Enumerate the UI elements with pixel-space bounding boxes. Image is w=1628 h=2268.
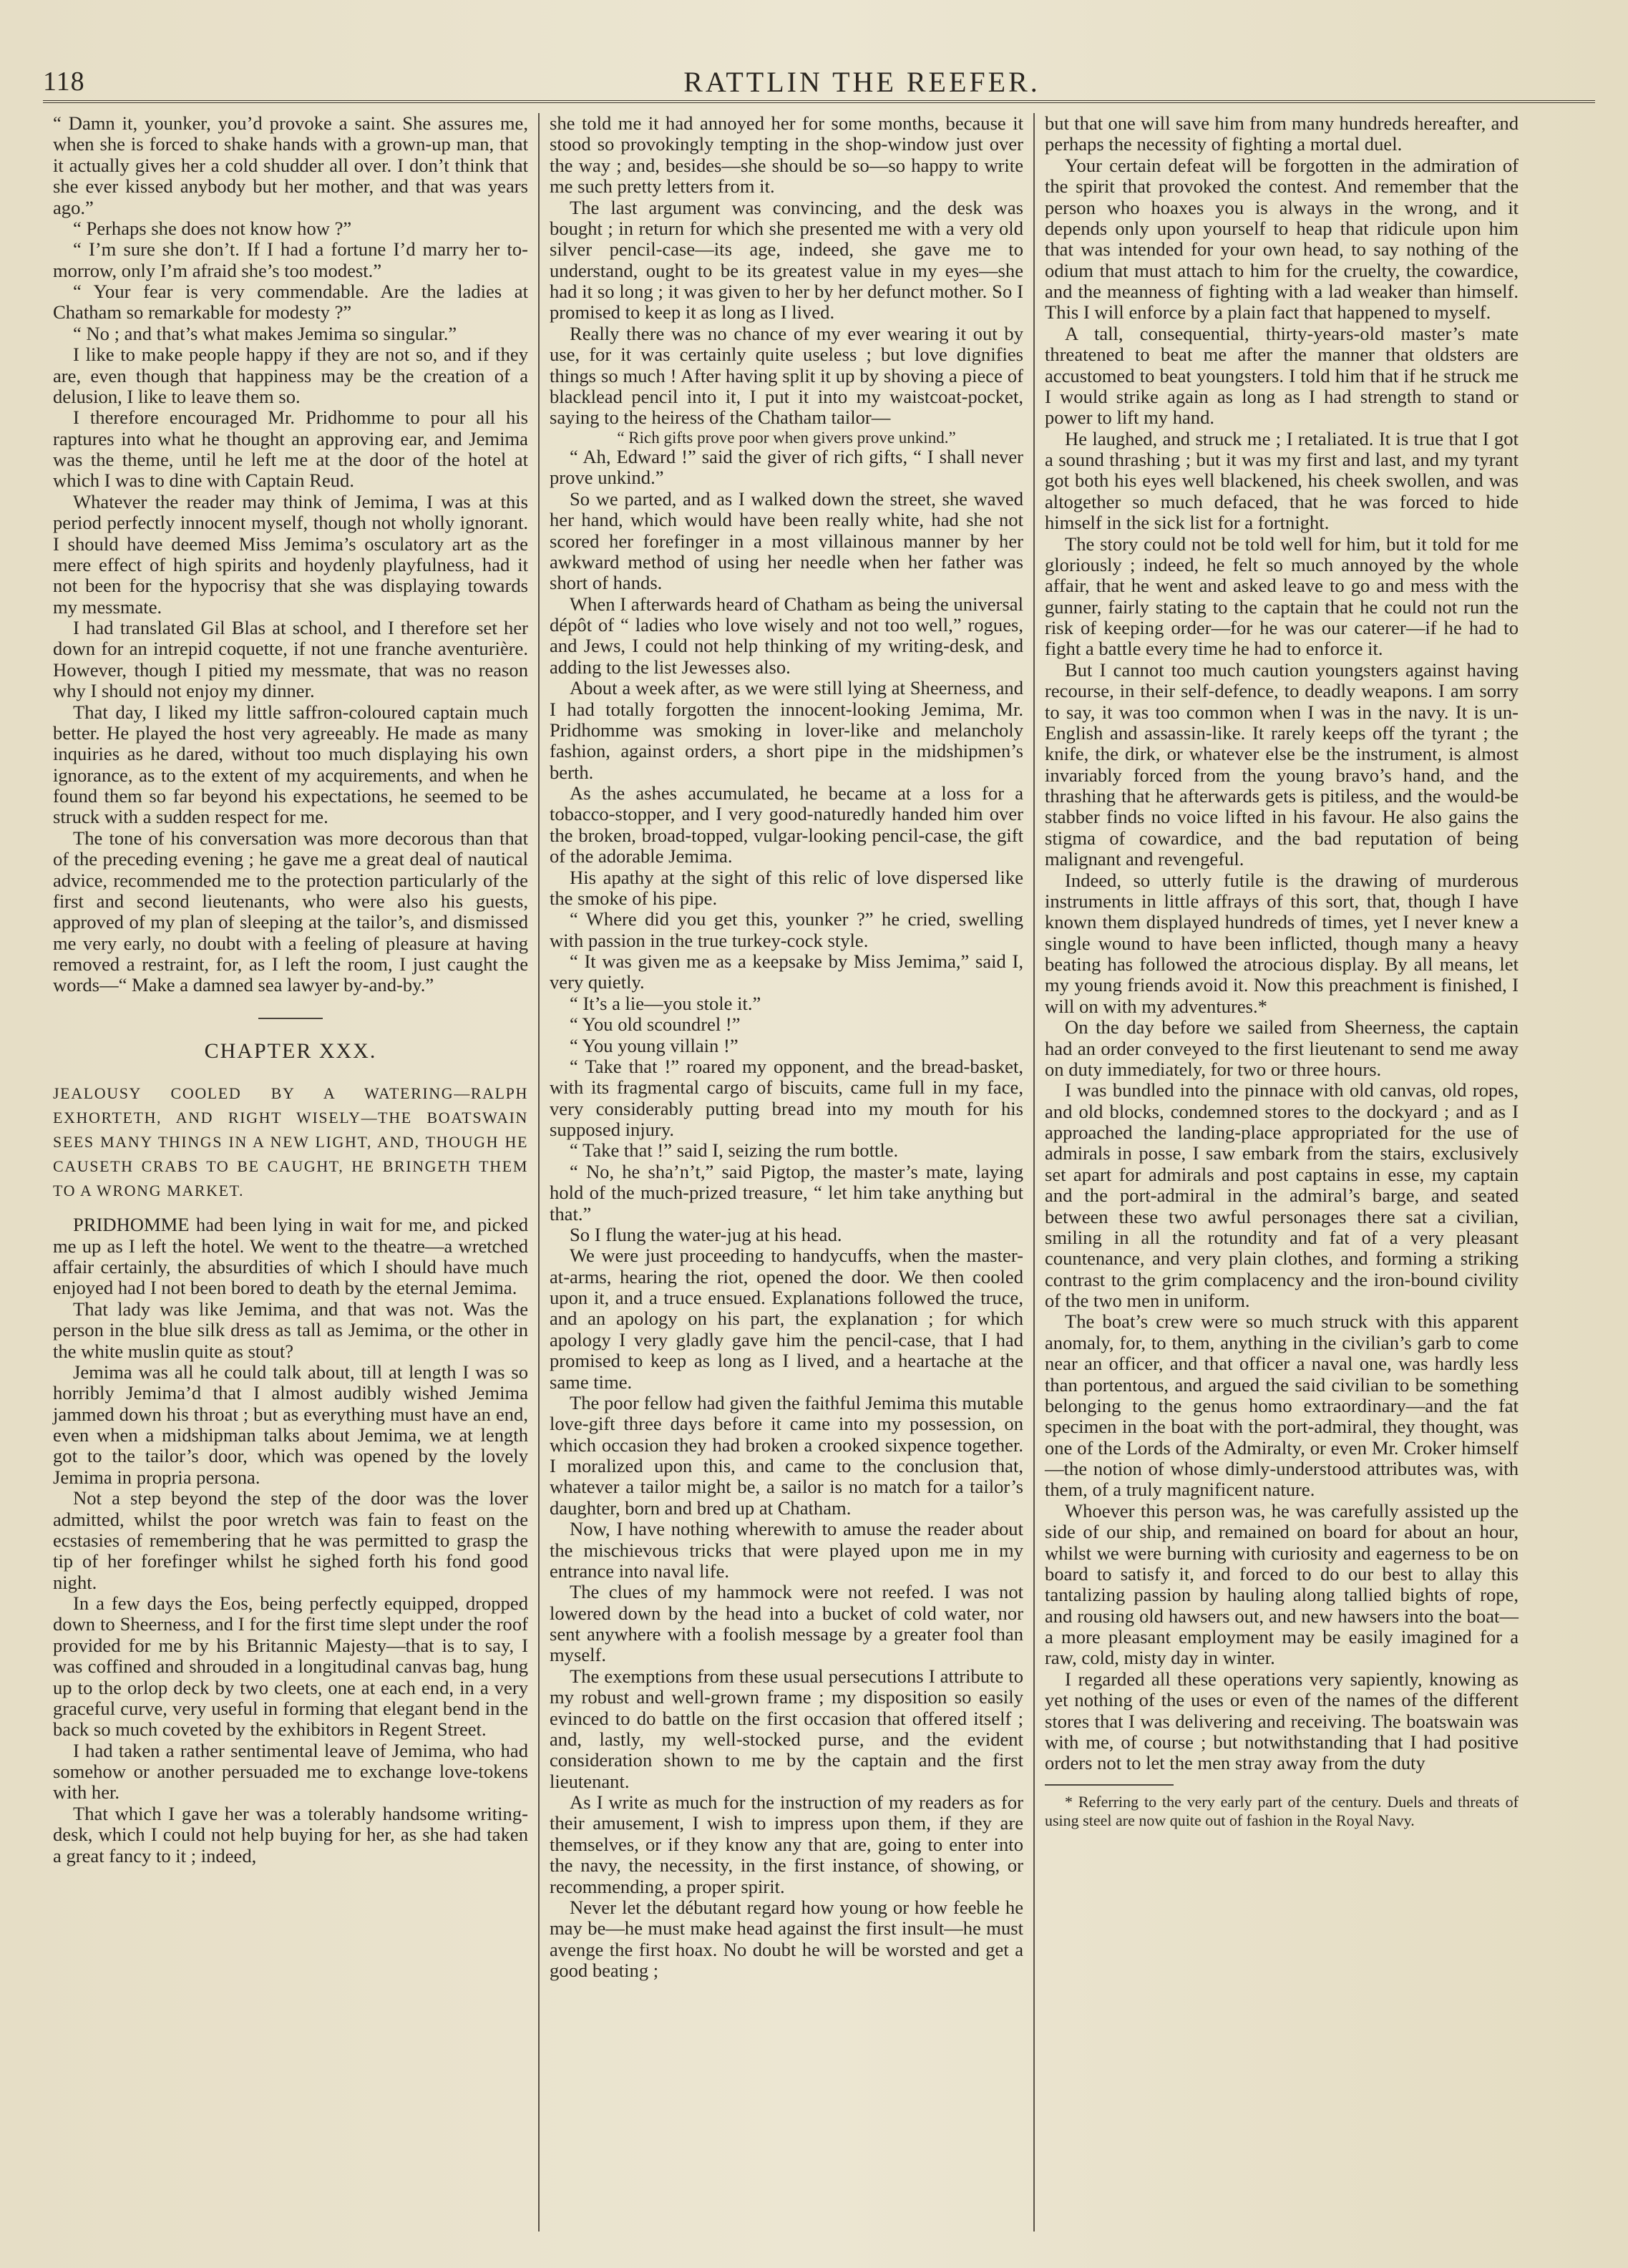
section-divider — [258, 1018, 323, 1019]
paragraph: I had taken a rather sentimental leave of Jemima, who had somehow or another persuaded me to exchange love-tokens with her. — [53, 1739, 528, 1804]
paragraph: “ No ; and that’s what makes Jemima so singular.” — [73, 322, 457, 344]
paragraph: That lady was like Jemima, and that was not. Was the person in the blue silk dress as tall as Jemima, or the other in the white muslin quite as stout? — [53, 1298, 528, 1362]
paragraph: I was bundled into the pinnace with old canvas, old ropes, and old blocks, condemned stores to the dockyard ; and as I approached the landing-place appropriated for the use of admirals in posse, I saw embark from the stairs, exclusively set apart for admirals and post captains in esse, my captain and the port-admiral in the admiral’s barge, and seated between these two awful personages there sat a civilian, smiling in all the rotundity and fat of a very pleasant countenance, and very plain clothes, and forming a striking contrast to the grim complacency and the iron-bound civility of the two men in uniform. — [1045, 1079, 1519, 1311]
paragraph: I like to make people happy if they are not so, and if they are, even though that happiness may be the creation of a delusion, I like to leave them so. — [53, 344, 528, 407]
paragraph: Your certain defeat will be forgotten in the admiration of the spirit that provoked the contest. And remember that the person who hoaxes you is always in the wrong, and it depends only upon yourself to heap that ridicule upon him that was intended for your own head, to say nothing of the odium that must attach to him for the cruelty, the cowardice, and the meanness of fighting with a lad weaker than himself. This I will enforce by a plain fact that happened to myself. — [1045, 154, 1519, 323]
paragraph: “ Perhaps she does not know how ?” — [73, 217, 352, 239]
paragraph: On the day before we sailed from Sheerness, the captain had an order conveyed to the first lieutenant to send me away on duty immediately, for two or three hours. — [1045, 1016, 1519, 1080]
paragraph: PRIDHOMME had been lying in wait for me, and picked me up as I left the hotel. We went to the theatre—a wretched affair certainly, the absurdities of which I should have much enjoyed had I not been bored to death by the eternal Jemima. — [53, 1214, 528, 1299]
text-columns — [43, 113, 1595, 2232]
paragraph: “ It was given me as a keepsake by Miss Jemima,” said I, very quietly. — [550, 950, 1023, 993]
quotation: “ Rich gifts prove poor when givers prove unkind.” — [617, 428, 956, 447]
paragraph: “ Ah, Edward !” said the giver of rich gifts, “ I shall never prove unkind.” — [550, 446, 1023, 489]
paragraph: Never let the débutant regard how young or how feeble he may be—he must make head against the first insult—he must avenge the first hoax. No doubt he will be worsted and get a good beating ; — [550, 1896, 1023, 1982]
paragraph: I had translated Gil Blas at school, and I therefore set her down for an intrepid coquette, if not une franche aventurière. However, though I pitied my messmate, that was no reason why I should not enjoy my dinner. — [53, 617, 528, 702]
paragraph: “ Take that !” roared my opponent, and the bread-basket, with its fragmental cargo of biscuits, came full in my face, very considerably putting bread into my mouth for his supposed injury. — [550, 1055, 1023, 1141]
column-1 — [43, 113, 538, 2232]
paragraph: The last argument was convincing, and the desk was bought ; in return for which she presented me with a very old silver pencil-case—its age, indeed, she gave me to understand, ought to be its greatest value in my eyes—she had it so long ; it was given to her by her defunct mother. So I promised to keep it as long as I lived. — [550, 196, 1023, 323]
chapter-title: CHAPTER XXX. — [204, 1038, 377, 1063]
paragraph: Indeed, so utterly futile is the drawing of murderous instruments in little affrays of this sort, that, though I have known them displayed hundreds of times, yet I never knew a single wound to have been inflicted, though many a heavy beating has followed the atrocious display. By all means, let my young friends avoid it. Now this preachment is finished, I will on with my adventures.* — [1045, 869, 1519, 1017]
paragraph: “ It’s a lie—you stole it.” — [570, 992, 761, 1014]
paragraph: The clues of my hammock were not reefed. I was not lowered down by the head into a bucket of cold water, nor sent anywhere with a foolish message by a greater fool than myself. — [550, 1581, 1023, 1666]
paragraph: In a few days the Eos, being perfectly equipped, dropped down to Sheerness, and I for the first time slept under the roof provided for me by his Britannic Majesty—that is to say, I was coffined and shrouded in a longitudinal canvas bag, hung up to the orlop deck by two cleets, one at each end, in a very graceful curve, very useful in forming that elegant bend in the back so much coveted by the exhibitors in Regent Street. — [53, 1592, 528, 1741]
paragraph: “ You young villain !” — [570, 1034, 739, 1056]
paragraph: A tall, consequential, thirty-years-old master’s mate threatened to beat me after the manner that oldsters are accustomed to beat youngsters. I told him that if he struck me I would strike again as long as I had strength to stand or power to lift my hand. — [1045, 322, 1519, 429]
paragraph: I regarded all these operations very sapiently, knowing as yet nothing of the uses or even of the names of the different stores that I was delivering and receiving. The boatswain was with me, of course ; but notwithstanding that I had positive orders not to let the men stray away from the duty — [1045, 1668, 1519, 1774]
paragraph: Whatever the reader may think of Jemima, I was at this period perfectly innocent myself, though not wholly ignorant. I should have deemed Miss Jemima’s osculatory art as the mere effect of high spirits and hoydenly playfulness, had it not been for the hypocrisy that she was displaying towards my messmate. — [53, 490, 528, 618]
paragraph: The tone of his conversation was more decorous than that of the preceding evening ; he gave me a great deal of nautical advice, recommended me to the protection particularly of the first and second lieutenants, who were also his guests, approved of my plan of sleeping at the tailor’s, and dismissed me very early, no doubt with a feeling of pleasure at having removed a restraint, for, as I left the room, I just caught the words—“ Make a damned sea lawyer by-and-by.” — [53, 827, 528, 996]
paragraph: “ Where did you get this, younker ?” he cried, swelling with passion in the true turkey-cock style. — [550, 908, 1023, 951]
paragraph: So we parted, and as I walked down the street, she waved her hand, which would have been really white, had she not scored her forefinger in a most villainous manner by her awkward method of using her needle when her father was short of hands. — [550, 487, 1023, 594]
paragraph: As the ashes accumulated, he became at a loss for a tobacco-stopper, and I very good-naturedly handed him over the broken, broad-topped, vulgar-looking pencil-case, the gift of the adorable Jemima. — [550, 782, 1023, 867]
paragraph: But I cannot too much caution youngsters against having recourse, in their self-defence, to deadly weapons. I am sorry to say, it was too common when I was in the navy. It is un-English and assassin-like. It rarely keeps off the tyrant ; the knife, the dirk, or whatever else be the instrument, is almost invariably forced from the young bravo’s hand, and the thrashing that he afterwards gets is pitiless, and the would-be stabber finds no voice lifted in his favour. He also gains the stigma of cowardice, and the bad reputation of being malignant and revengeful. — [1045, 658, 1519, 870]
paragraph: Really there was no chance of my ever wearing it out by use, for it was certainly quite useless ; but love dignifies things so much ! After having split it up by shoving a piece of blacklead pencil into it, I put it into my waistcoat-pocket, saying to the heiress of the Chatham tailor— — [550, 322, 1023, 429]
chapter-summary: JEALOUSY COOLED BY A WATERING—RALPH EXHORTETH, AND RIGHT WISELY—THE BOATSWAIN SEES MANY THINGS IN A NEW LIGHT, AND, THOUGH HE CAUSETH CRABS TO BE CAUGHT, HE BRINGETH THEM TO A WRONG MARKET. — [53, 1084, 528, 1200]
paragraph: Whoever this person was, he was carefully assisted up the side of our ship, and remained on board for about an hour, whilst we were burning with curiosity and eagerness to be on board to satisfy it, and forced to do our best to allay this tantalizing passion by hauling along tallied bights of rope, and rousing old hawsers out, and new hawsers into the boat—a more pleasant employment may be easily imagined for a raw, cold, misty day in winter. — [1045, 1499, 1519, 1669]
paragraph: “ You old scoundrel !” — [570, 1013, 741, 1036]
paragraph: Not a step beyond the step of the door was the lover admitted, whilst the poor wretch was fain to feast on the ecstasies of remembering that he was permitted to grasp the tip of her forefinger whilst he sighed forth his fond good night. — [53, 1487, 528, 1593]
paragraph: The boat’s crew were so much struck with this apparent anomaly, for, to them, anything in the civilian’s garb to come near an officer, and that officer a naval one, was hardly less than portentous, and argued the said civilian to be something belonging to the genus homo extraordinary—and the fat specimen in the boat with the port-admiral, they thought, was one of the Lords of the Admiralty, or even Mr. Croker himself—the notion of whose dimly-understood attributes was, with them, of a truly magnificent nature. — [1045, 1310, 1519, 1501]
paragraph: So I flung the water-jug at his head. — [570, 1223, 842, 1245]
footnote-divider — [1045, 1784, 1174, 1786]
paragraph: “ Take that !” said I, seizing the rum bottle. — [570, 1139, 899, 1162]
page-number: 118 — [43, 67, 85, 97]
paragraph: The story could not be told well for him, but it told for me gloriously ; indeed, he felt so much annoyed by the whole affair, that he went and asked leave to go and mess with the gunner, fairly stating to the captain that he could not run the risk of keeping order—for he was our caterer—if he had to fight a battle every time he had to enforce it. — [1045, 532, 1519, 660]
paragraph: I therefore encouraged Mr. Pridhomme to pour all his raptures into what he thought an approving ear, and Jemima was the theme, until he left me at the door of the hotel at which I was to dine with Captain Reud. — [53, 407, 528, 492]
paragraph: About a week after, as we were still lying at Sheerness, and I had totally forgotten the innocent-looking Jemima, Mr. Pridhomme was smoking in lover-like and melancholy fashion, against orders, a short pipe in the midshipmen’s berth. — [550, 677, 1023, 783]
paragraph: “ I’m sure she don’t. If I had a fortune I’d marry her to-morrow, only I’m afraid she’s too modest.” — [53, 238, 528, 281]
paragraph: That day, I liked my little saffron-coloured captain much better. He played the host very agreeably. He made as many inquiries as he dared, without too much displaying his own ignorance, as to the extent of my acquirements, and when he found them so far beyond his expectations, he seemed to be struck with a sudden respect for me. — [53, 701, 528, 828]
paragraph: That which I gave her was a tolerably handsome writing-desk, which I could not help buying for her, as she had taken a great fancy to it ; indeed, — [53, 1802, 528, 1867]
paragraph: Jemima was all he could talk about, till at length I was so horribly Jemima’d that I almost audibly wished Jemima jammed down his throat ; but as everything must have an end, even when a midshipman talks about Jemima, we at length got to the tailor’s door, which was opened by the lovely Jemima in propria persona. — [53, 1361, 528, 1488]
paragraph: “ Damn it, younker, you’d provoke a saint. She assures me, when she is forced to shake hands with a grown-up man, that it actually gives her a cold shudder all over. I don’t think that she ever kissed anybody but her mother, and that was years ago.” — [53, 113, 528, 218]
paragraph: The exemptions from these usual persecutions I attribute to my robust and well-grown frame ; my disposition so easily evinced to do battle on the first occasion that offered itself ; and, lastly, my well-stocked purse, and the evident consideration shown to me by the captain and the first lieutenant. — [550, 1665, 1023, 1792]
page-header — [43, 66, 1595, 103]
paragraph: “ No, he sha’n’t,” said Pigtop, the master’s mate, laying hold of the much-prized treasure, “ let him take anything but that.” — [550, 1160, 1023, 1225]
paragraph: As I write as much for the instruction of my readers as for their amusement, I wish to impress upon them, if they are themselves, or if they know any that are, going to enter into the navy, the necessity, in the first instance, of showing, or recommending, a proper spirit. — [550, 1791, 1023, 1897]
paragraph: but that one will save him from many hundreds hereafter, and perhaps the necessity of fighting a mortal duel. — [1045, 113, 1519, 155]
paragraph: “ Your fear is very commendable. Are the ladies at Chatham so remarkable for modesty ?” — [53, 281, 528, 323]
paragraph: Now, I have nothing wherewith to amuse the reader about the mischievous tricks that were played upon me in my entrance into naval life. — [550, 1518, 1023, 1582]
column-2 — [538, 113, 1033, 2232]
paragraph: she told me it had annoyed her for some months, because it stood so provokingly tempting in the shop-window just over the way ; and, besides—she should be so—so happy to write me such pretty letters from it. — [550, 113, 1023, 198]
column-3 — [1033, 113, 1529, 2232]
paragraph: His apathy at the sight of this relic of love dispersed like the smoke of his pipe. — [550, 866, 1023, 909]
paragraph: He laughed, and struck me ; I retaliated. It is true that I got a sound thrashing ; but it was my first and last, and my tyrant got both his eyes well blackened, his cheek swollen, and was altogether so much defaced, that he was forced to hide himself in the sick list for a fortnight. — [1045, 427, 1519, 534]
paragraph: We were just proceeding to handycuffs, when the master-at-arms, hearing the riot, opened the door. We then cooled upon it, and a truce ensued. Explanations followed the truce, and an apology on his part, the explanation ; for which apology I very gladly gave him the pencil-case, that I had promised to keep as long as I lived, and a heartache at the same time. — [550, 1245, 1023, 1393]
footnote: * Referring to the very early part of the century. Duels and threats of using steel are now quite out of fashion in the Royal Navy. — [1045, 1792, 1519, 1830]
paragraph: When I afterwards heard of Chatham as being the universal dépôt of “ ladies who love wisely and not too well,” rogues, and Jews, I could not help thinking of my writing-desk, and adding to the list Jewesses also. — [550, 593, 1023, 678]
running-title: RATTLIN THE REEFER. — [683, 66, 1040, 98]
paragraph: The poor fellow had given the faithful Jemima this mutable love-gift three days before it came into my possession, on which occasion they had broken a crooked sixpence together. I moralized upon this, and came to the conclusion that, whatever a tailor might be, a sailor is no match for a tailor’s daughter, born and bred up at Chatham. — [550, 1391, 1023, 1519]
